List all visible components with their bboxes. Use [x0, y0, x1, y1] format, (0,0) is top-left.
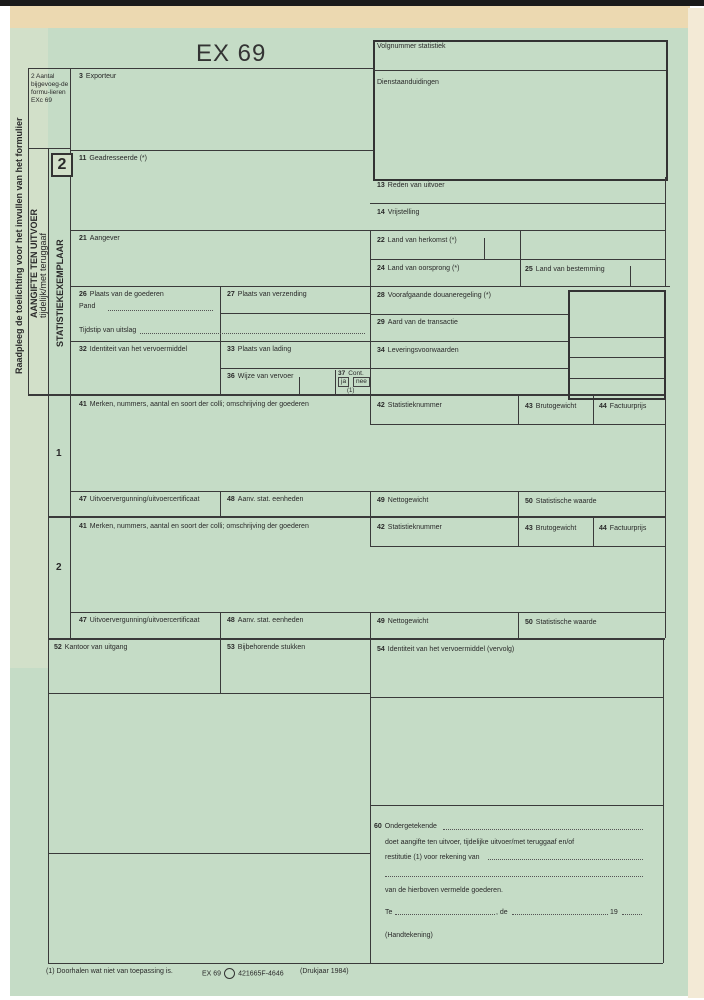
box-3[interactable]	[79, 72, 116, 81]
rule	[665, 177, 666, 287]
rule	[220, 286, 221, 394]
box-number: 44	[599, 403, 607, 410]
copy-number-box: 2	[51, 153, 73, 177]
rule	[299, 377, 300, 394]
box-60-year: 19	[610, 909, 618, 916]
side-instruction: Raadpleeg de toelichting voor het invullen van het formulier	[14, 117, 24, 374]
dotted-line	[395, 914, 495, 915]
rule	[70, 230, 665, 231]
rule	[48, 853, 370, 854]
item1-box-42[interactable]	[377, 401, 442, 410]
box-label: Statistieknummer	[387, 402, 442, 409]
rule	[370, 491, 371, 516]
item1-box-41[interactable]	[79, 400, 309, 409]
box-number: 43	[525, 403, 533, 410]
item1-box-47[interactable]	[79, 495, 200, 504]
rule	[370, 259, 665, 260]
form-title: EX 69	[196, 40, 267, 67]
box-label: Statistische waarde	[535, 619, 597, 626]
box-number: 32	[79, 346, 87, 353]
item2-box-50[interactable]	[525, 618, 597, 627]
box-52[interactable]	[54, 643, 127, 652]
box-26-pand: Pand	[79, 303, 96, 310]
dotted-line	[108, 310, 213, 311]
dotted-line	[622, 914, 642, 915]
box-label: Nettogewicht	[387, 497, 429, 504]
box-29[interactable]	[377, 318, 458, 327]
item-section-1: 1	[56, 448, 62, 459]
box-34[interactable]	[377, 346, 459, 355]
printer-seal-icon	[224, 968, 235, 979]
box-number: 24	[377, 265, 385, 272]
box-label: Bijbehorende stukken	[237, 644, 306, 651]
item2-box-41[interactable]	[79, 522, 309, 531]
box-label: Merken, nummers, aantal en soort der colli; omschrijving der goederen	[89, 523, 309, 530]
rule	[663, 638, 664, 963]
volgnummer-frame	[373, 40, 668, 181]
box-25[interactable]	[525, 265, 605, 274]
dotted-line	[140, 333, 365, 334]
box-label: Land van oorsprong (*)	[387, 265, 460, 272]
box-label: Geadresseerde (*)	[89, 155, 147, 162]
box-number: 37	[338, 370, 346, 377]
box-number: 21	[79, 235, 87, 242]
box-label: Uitvoervergunning/uitvoercertificaat	[89, 496, 200, 503]
item1-box-44[interactable]	[599, 402, 646, 411]
box-37-note: (1)	[347, 388, 355, 394]
rule	[370, 546, 665, 547]
box-number: 50	[525, 619, 533, 626]
rule	[220, 612, 221, 638]
box-number: 29	[377, 319, 385, 326]
box-label: Wijze van vervoer	[237, 373, 294, 380]
rule	[48, 148, 49, 963]
box-number: 49	[377, 497, 385, 504]
box-label: Aard van de transactie	[387, 319, 458, 326]
side-copy-type: STATISTIEKEXEMPLAAR	[55, 239, 65, 347]
box-label: Voorafgaande douaneregeling (*)	[387, 292, 491, 299]
box-label: Aangever	[89, 235, 120, 242]
box-number: 13	[377, 182, 385, 189]
box-13[interactable]	[377, 181, 445, 190]
box-number: 48	[227, 617, 235, 624]
box-label: Statistieknummer	[387, 524, 442, 531]
box-54[interactable]	[377, 645, 514, 654]
rule	[373, 70, 666, 71]
box-number: 33	[227, 346, 235, 353]
box-label: Land van herkomst (*)	[387, 237, 457, 244]
box-number: 41	[79, 401, 87, 408]
footer-code: EX 69	[202, 970, 222, 978]
side-declaration-1: AANGIFTE TEN UITVOER	[29, 208, 39, 318]
box-label: Factuurprijs	[609, 525, 647, 532]
box-label: Leveringsvoorwaarden	[387, 347, 459, 354]
box-11[interactable]	[79, 154, 147, 163]
footer-print-ref: 421665F-4646	[238, 970, 284, 978]
box-number: 53	[227, 644, 235, 651]
box-22[interactable]	[377, 236, 457, 245]
rule	[630, 266, 631, 286]
box-label: Statistische waarde	[535, 498, 597, 505]
footer-year: (Drukjaar 1984)	[300, 968, 349, 975]
box-60-signature: (Handtekening)	[385, 932, 433, 939]
box-number: 28	[377, 292, 385, 299]
rule	[370, 424, 665, 425]
dotted-line	[488, 859, 643, 860]
rule	[220, 638, 221, 693]
box-number: 60	[374, 823, 382, 830]
rule	[48, 963, 663, 964]
box-label: Factuurprijs	[609, 403, 647, 410]
item2-box-47[interactable]	[79, 616, 200, 625]
rule	[28, 148, 70, 149]
box-number: 49	[377, 618, 385, 625]
rule	[220, 368, 568, 369]
box-label: Land van bestemming	[535, 266, 605, 273]
box-number: 14	[377, 209, 385, 216]
rule	[370, 516, 371, 546]
volgnummer-label: Volgnummer statistiek	[377, 43, 446, 50]
rule	[370, 394, 371, 424]
box-label: Plaats van de goederen	[89, 291, 164, 298]
box-21[interactable]	[79, 234, 120, 243]
rule	[370, 697, 663, 698]
box-label: Brutogewicht	[535, 403, 577, 410]
footer-note: (1) Doorhalen wat niet van toepassing is.	[46, 968, 173, 975]
rule	[220, 491, 221, 516]
box-60-line2: doet aangifte ten uitvoer, tijdelijke uitvoer/met teruggaaf en/of	[385, 839, 575, 846]
box-label: Cont.	[348, 370, 364, 377]
rule	[70, 612, 665, 613]
dotted-line	[443, 829, 643, 830]
rule	[593, 516, 594, 546]
footer-code-group	[202, 968, 284, 979]
box-label: Ondergetekende	[384, 823, 437, 830]
box-number: 34	[377, 347, 385, 354]
box-number: 11	[79, 155, 87, 162]
rule	[518, 491, 519, 516]
rule	[518, 394, 519, 424]
rule	[70, 491, 665, 492]
dotted-line	[385, 876, 643, 877]
dienst-label: Dienstaanduidingen	[377, 79, 439, 86]
box-number: 50	[525, 498, 533, 505]
box-60-line4: van de hierboven vermelde goederen.	[385, 887, 503, 894]
item1-box-49[interactable]	[377, 496, 428, 505]
box-label: Brutogewicht	[535, 525, 577, 532]
item2-box-43[interactable]	[525, 524, 576, 533]
box-number: 42	[377, 524, 385, 531]
box-32[interactable]	[79, 345, 187, 354]
rule	[370, 638, 371, 963]
item2-box-42[interactable]	[377, 523, 442, 532]
box-36[interactable]	[227, 372, 293, 381]
box-number: 22	[377, 237, 385, 244]
box-60-de: , de	[496, 909, 508, 916]
box-label: Identiteit van het vervoermiddel (vervolg)	[387, 646, 515, 653]
item-section-2: 2	[56, 562, 62, 573]
rule	[370, 612, 371, 638]
box-26[interactable]	[79, 290, 164, 299]
rule	[520, 230, 521, 286]
box-24[interactable]	[377, 264, 459, 273]
box-number: 27	[227, 291, 235, 298]
box-number: 48	[227, 496, 235, 503]
box-number: 41	[79, 523, 87, 530]
rule	[28, 68, 373, 69]
box-label: Vrijstelling	[387, 209, 420, 216]
box-number: 43	[525, 525, 533, 532]
item2-box-48[interactable]	[227, 616, 303, 625]
box-label: Merken, nummers, aantal en soort der colli; omschrijving der goederen	[89, 401, 309, 408]
box-label: Aanv. stat. eenheden	[237, 617, 304, 624]
box-37-ja[interactable]: ja	[338, 377, 349, 387]
rule	[370, 230, 371, 394]
box-label: Nettogewicht	[387, 618, 429, 625]
box-number: 52	[54, 644, 62, 651]
box-label: Aanv. stat. eenheden	[237, 496, 304, 503]
box-60-line3: restitutie (1) voor rekening van	[385, 854, 480, 861]
box-number: 54	[377, 646, 385, 653]
box-label: Exporteur	[85, 73, 117, 80]
box-number: 36	[227, 373, 235, 380]
box-number: 42	[377, 402, 385, 409]
rule	[70, 341, 568, 342]
box-number: 47	[79, 496, 87, 503]
box-label: Kantoor van uitgang	[64, 644, 128, 651]
item2-box-44[interactable]	[599, 524, 646, 533]
rule	[48, 638, 665, 640]
box-27[interactable]	[227, 290, 307, 299]
box-number: 3	[79, 73, 83, 80]
right-paper-edge	[688, 8, 704, 998]
box-number: 25	[525, 266, 533, 273]
side-declaration-2: tijdelijk/met teruggaaf	[38, 232, 48, 318]
item1-box-43[interactable]	[525, 402, 576, 411]
box-28[interactable]	[377, 291, 491, 300]
rule	[48, 516, 665, 518]
rule	[370, 805, 663, 806]
top-paper-strip	[10, 6, 690, 28]
statistics-grid-frame	[568, 290, 666, 400]
rule	[370, 314, 568, 315]
item1-box-50[interactable]	[525, 497, 597, 506]
box-53[interactable]	[227, 643, 305, 652]
box-label: Reden van uitvoer	[387, 182, 445, 189]
rule	[518, 612, 519, 638]
rule	[220, 313, 370, 314]
item1-box-48[interactable]	[227, 495, 303, 504]
box-2-label: 2 Aantal bijgevoeg-de formu-lieren EXc 69	[31, 73, 69, 104]
rule	[70, 150, 373, 151]
box-label: Plaats van verzending	[237, 291, 307, 298]
box-number: 47	[79, 617, 87, 624]
item2-box-49[interactable]	[377, 617, 428, 626]
rule	[335, 370, 336, 394]
dotted-line	[512, 914, 608, 915]
rule	[370, 203, 665, 204]
rule	[484, 238, 485, 260]
box-label: Identiteit van het vervoermiddel	[89, 346, 188, 353]
rule	[665, 394, 666, 638]
rule	[48, 693, 370, 694]
box-33[interactable]	[227, 345, 291, 354]
box-number: 26	[79, 291, 87, 298]
box-37-nee[interactable]: nee	[353, 377, 370, 387]
rule	[518, 516, 519, 546]
box-60-line1	[374, 822, 437, 831]
box-label: Uitvoervergunning/uitvoercertificaat	[89, 617, 200, 624]
box-number: 44	[599, 525, 607, 532]
box-26-tijdstip: Tijdstip van uitslag	[79, 327, 137, 334]
box-label: Plaats van lading	[237, 346, 292, 353]
box-14[interactable]	[377, 208, 419, 217]
box-60-te: Te	[385, 909, 393, 916]
